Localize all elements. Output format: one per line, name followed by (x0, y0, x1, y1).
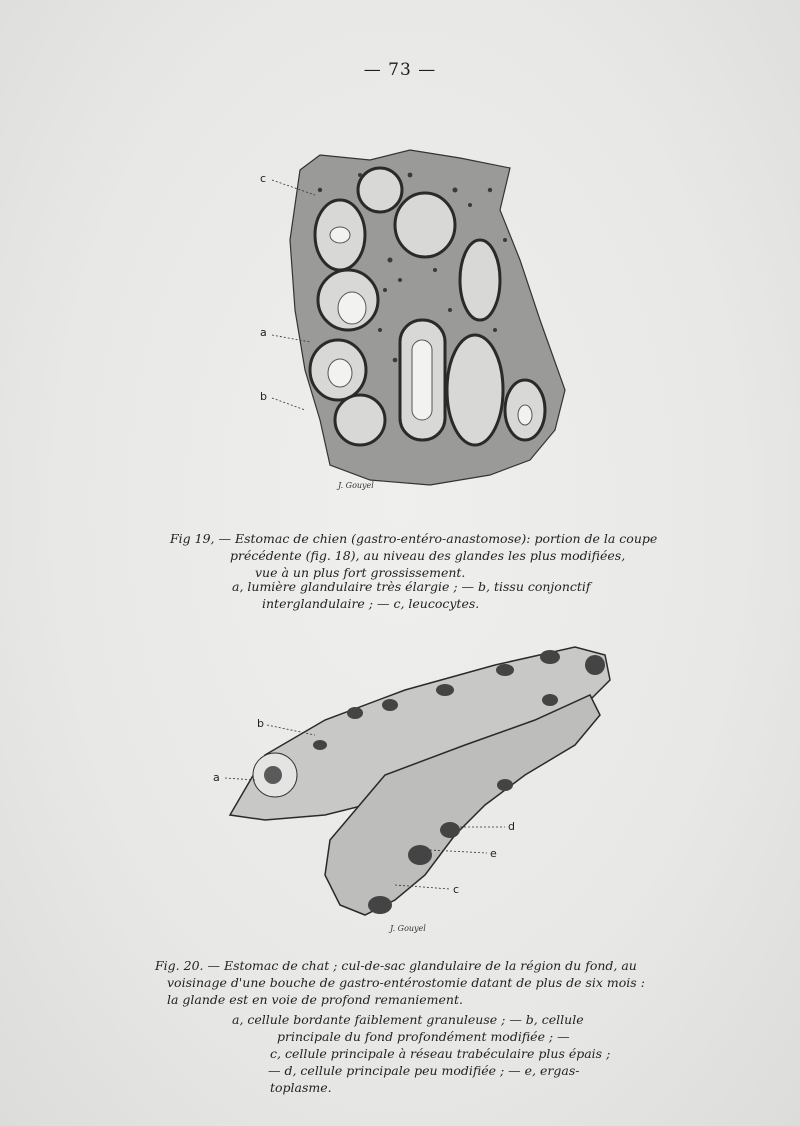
caption-line: la glande est en voie de profond remaniement. (167, 992, 463, 1007)
legend-line: — d, cellule principale peu modifiée ; — e, ergas- (268, 1063, 580, 1078)
fig20-label-d: d (508, 820, 515, 833)
fig20-label-a: a (213, 771, 220, 784)
fig20-label-e: e (490, 847, 497, 860)
fig19-label-c: c (260, 172, 267, 185)
caption-line: voisinage d'une bouche de gastro-entérostomie datant de plus de six mois : (167, 975, 645, 990)
figure-20-caption (155, 957, 675, 1008)
fig20-label-c: c (453, 883, 460, 896)
figure-19-caption (170, 530, 690, 581)
fig19-tissue (290, 150, 565, 485)
legend-line: principale du fond profondément modifiée ; — (277, 1029, 570, 1044)
fig19-label-b: b (260, 390, 267, 403)
fig19-label-a: a (260, 326, 267, 339)
legend-line: toplasme. (270, 1080, 332, 1095)
page-number: — 73 — (363, 60, 437, 80)
fig20-tissue (230, 647, 610, 915)
fig20-artist-signature: J. Gouyel (390, 924, 426, 933)
figure-19-legend (232, 578, 652, 612)
fig20-label-b: b (257, 717, 264, 730)
caption-line: Fig. 20. — Estomac de chat ; cul-de-sac glandulaire de la région du fond, au (155, 958, 637, 973)
caption-line: vue à un plus fort grossissement. (255, 565, 466, 580)
figure-19-illustration (260, 130, 580, 510)
caption-line: Fig 19, — Estomac de chien (gastro-entéro-anastomose): portion de la coupe (170, 531, 658, 546)
fig19-artist-signature: J. Gouyel (338, 481, 374, 490)
legend-line: a, lumière glandulaire très élargie ; — b, tissu conjonctif (232, 579, 591, 594)
legend-line: c, cellule principale à réseau trabéculaire plus épais ; (270, 1046, 611, 1061)
legend-line: interglandulaire ; — c, leucocytes. (262, 596, 480, 611)
figure-20-illustration (205, 635, 635, 935)
legend-line: a, cellule bordante faiblement granuleuse ; — b, cellule (232, 1012, 584, 1027)
figure-20-legend (232, 1011, 632, 1096)
caption-line: précédente (fig. 18), au niveau des glandes les plus modifiées, (230, 548, 626, 563)
